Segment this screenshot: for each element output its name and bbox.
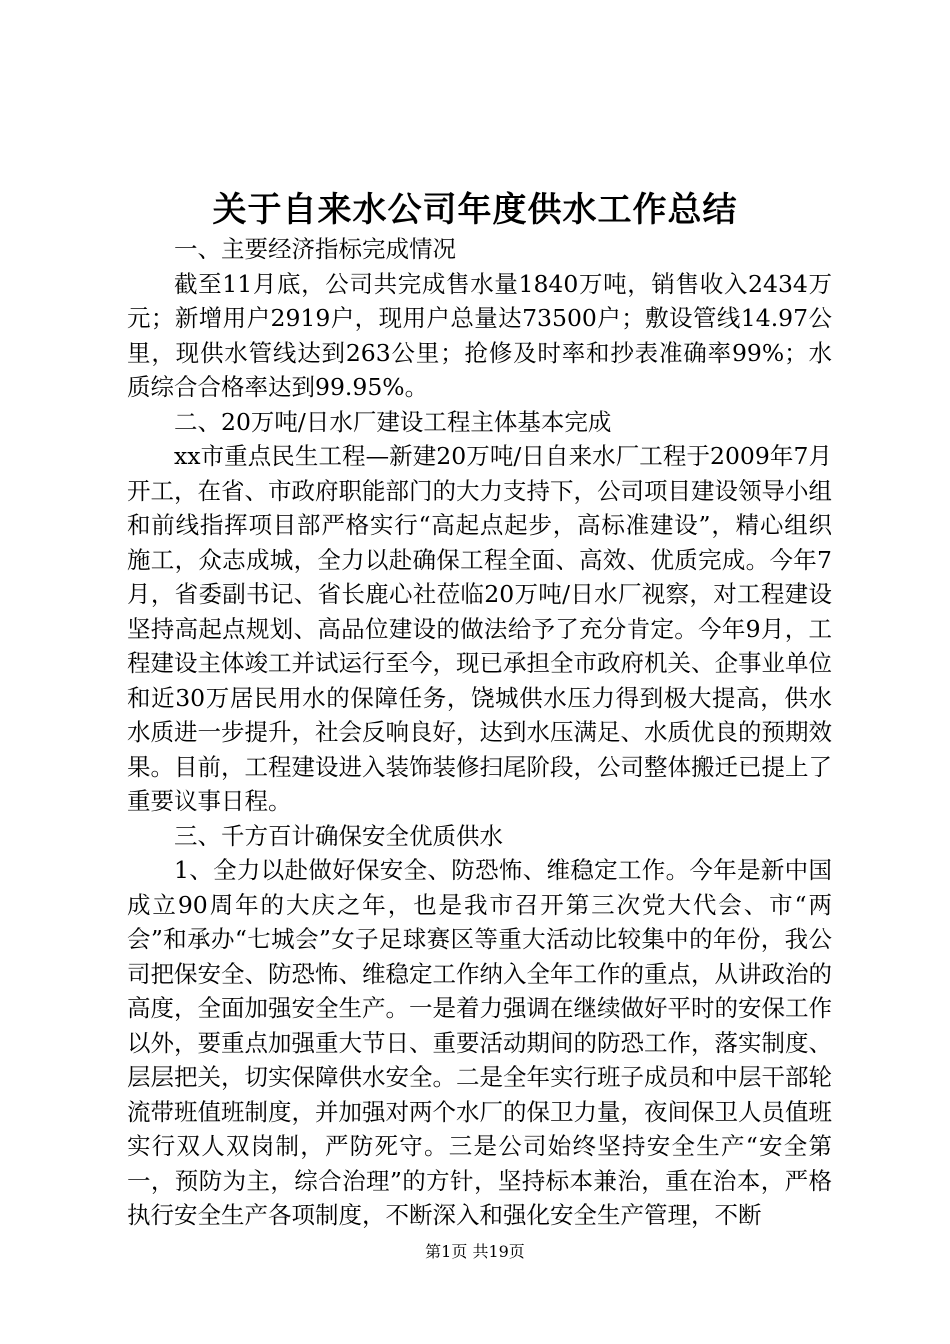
section-heading-2: 二、20万吨/日水厂建设工程主体基本完成 <box>174 407 612 436</box>
paragraph-3: 1、全力以赴做好保安全、防恐怖、维稳定工作。今年是新中国成立90周年的大庆之年，也是我市召开第三次党大代会、市“两会”和承办“七城会”女子足球赛区等重大活动比较集中的年份，我公司把保安全、防恐怖、维稳定工作纳入全年工作的重点，从讲政治的高度，全面加强安全生产。一是着力强调在继续做好平时的安保工作以外，要重点加强重大节日、重要活动期间的防恐工作，落实制度、层层把关，切实保障供水安全。二是全年实行班子成员和中层干部轮流带班值班制度，并加强对两个水厂的保卫力量，夜间保卫人员值班实行双人双岗制，严防死守。三是公司始终坚持安全生产“安全第一，预防为主，综合治理”的方针，坚持标本兼治，重在治本，严格执行安全生产各项制度，不断深入和强化安全生产管理，不断 <box>127 856 832 1229</box>
paragraph-1: 截至11月底，公司共完成售水量1840万吨，销售收入2434万元；新增用户2919户，现用户总量达73500户；敷设管线14.97公里，现供水管线达到263公里；抢修及时率和抄表准确率99%；水质综合合格率达到99.95%。 <box>127 269 832 401</box>
section-heading-1: 一、主要经济指标完成情况 <box>174 235 456 263</box>
section-heading-3: 三、千方百计确保安全优质供水 <box>174 821 503 850</box>
document-title: 关于自来水公司年度供水工作总结 <box>212 190 738 230</box>
document-body <box>127 232 832 1233</box>
page-number-footer: 第1页 共19页 <box>425 1242 525 1261</box>
paragraph-2: xx市重点民生工程—新建20万吨/日自来水厂工程于2009年7月开工，在省、市政府职能部门的大力支持下，公司项目建设领导小组和前线指挥项目部严格实行“高起点起步，高标准建设”，精心组织施工，众志成城，全力以赴确保工程全面、高效、优质完成。今年7月，省委副书记、省长鹿心社莅临20万吨/日水厂视察，对工程建设坚持高起点规划、高品位建设的做法给予了充分肯定。今年9月，工程建设主体竣工并试运行至今，现已承担全市政府机关、企事业单位和近30万居民用水的保障任务，饶城供水压力得到极大提高，供水水质进一步提升，社会反响良好，达到水压满足、水质优良的预期效果。目前，工程建设进入装饰装修扫尾阶段，公司整体搬迁已提上了重要议事日程。 <box>127 442 832 815</box>
